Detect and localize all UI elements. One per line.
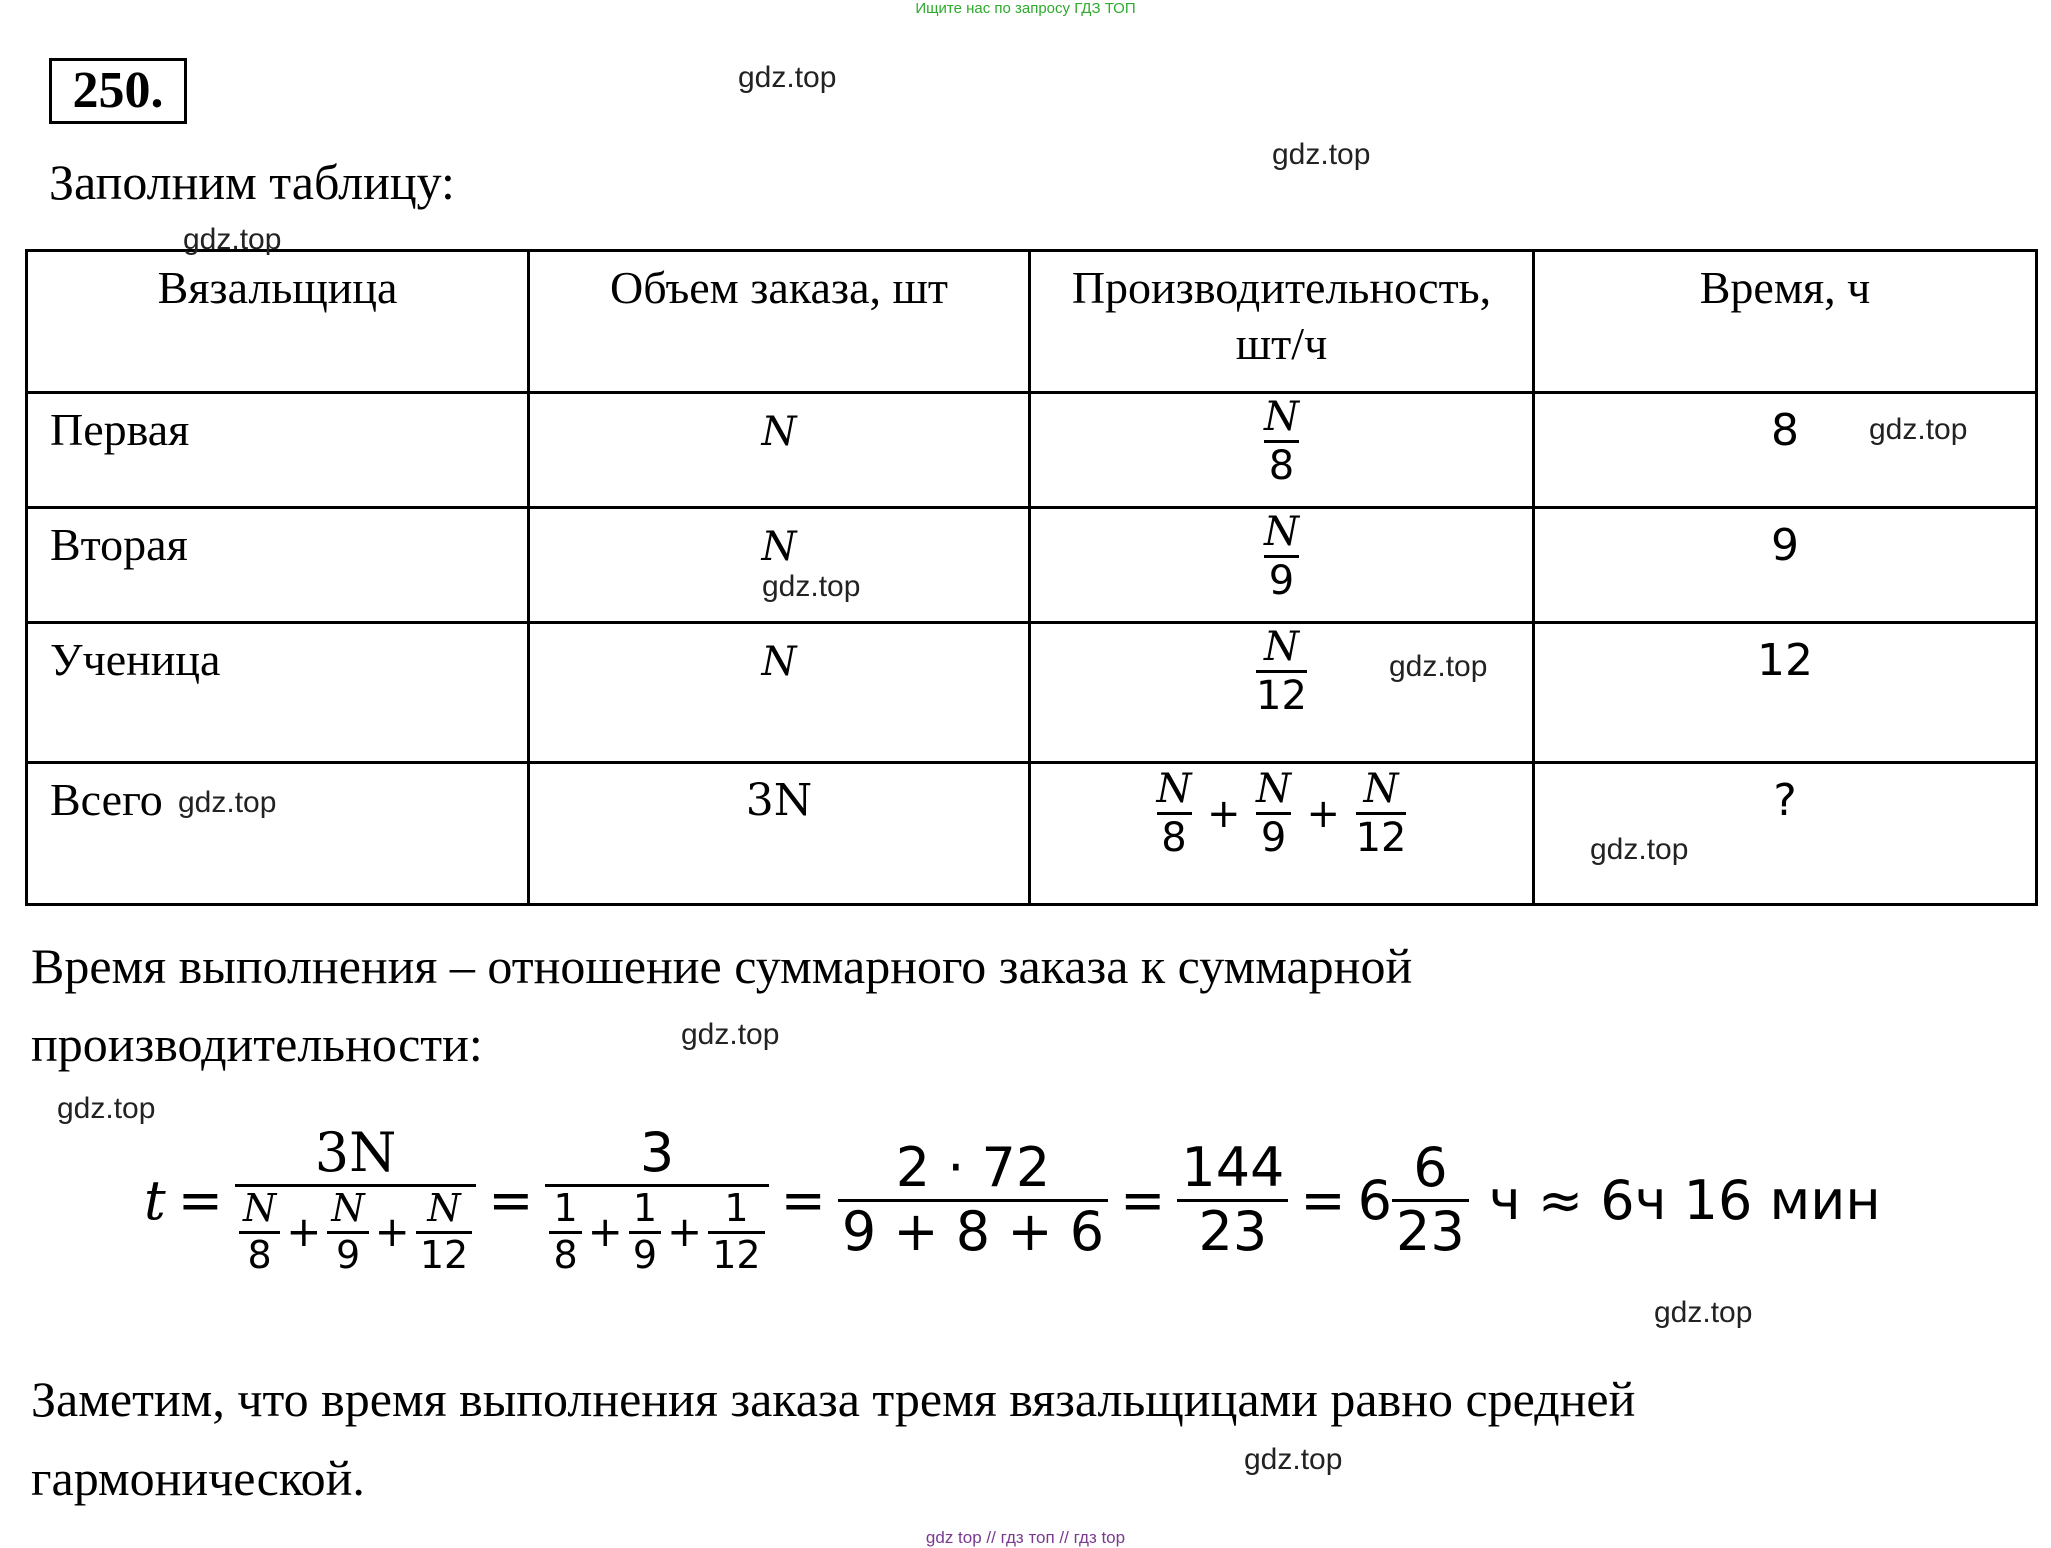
- watermark: gdz.top: [1654, 1296, 1753, 1329]
- watermark: gdz.top: [681, 1018, 780, 1051]
- watermark: gdz.top: [1272, 138, 1371, 171]
- watermark: gdz.top: [762, 570, 861, 603]
- formula-fraction-4: $\frac{144}{23}$: [1177, 1140, 1288, 1260]
- rate-denominator: 12: [1256, 673, 1307, 719]
- header-rate: [1031, 260, 1532, 372]
- watermark: gdz.top: [1244, 1443, 1343, 1476]
- total-volume: 3N: [745, 775, 813, 826]
- data-table: [25, 249, 2038, 906]
- formula-result: ч ≈ 6ч 16 мин: [1488, 1168, 1881, 1232]
- formula-fraction-1: 3N $\frac{N}{8}$ + $\frac{N}{9}$ + $\frac{N}{12}$: [235, 1125, 476, 1275]
- sum-fraction: $\frac{N}{8}$: [1156, 766, 1192, 861]
- row-volume: N: [761, 639, 797, 685]
- header-rate-line2: шт/ч: [1235, 318, 1328, 369]
- header-time: Время, ч: [1699, 262, 1871, 313]
- total-time: ?: [1773, 775, 1797, 826]
- explanation-line-1: Время выполнения – отношение суммарного заказа к суммарной: [31, 938, 1413, 994]
- total-rate-sum: $\frac{N}{8}$ + $\frac{N}{9}$ + $\frac{N}{12}$: [1156, 766, 1407, 861]
- row-rate-fraction: [1264, 511, 1299, 602]
- sum-fraction: $\frac{N}{12}$: [1355, 766, 1407, 861]
- problem-number: 250.: [49, 58, 187, 124]
- row-volume: N: [761, 409, 797, 455]
- row-name: Вторая: [50, 519, 188, 570]
- watermark: gdz.top: [1590, 833, 1689, 866]
- row-name: Первая: [50, 404, 190, 455]
- intro-text: Заполним таблицу:: [49, 154, 455, 210]
- row-time: 9: [1771, 520, 1799, 571]
- conclusion-line-1: Заметим, что время выполнения заказа тремя вязальщицами равно средней: [31, 1371, 1636, 1427]
- row-time: 8: [1771, 405, 1799, 456]
- watermark: gdz.top: [738, 61, 837, 94]
- rate-numerator: N: [1264, 509, 1299, 555]
- rate-denominator: 9: [1268, 558, 1295, 604]
- formula-fraction-3: $\frac{2 \cdot 72}{9 + 8 + 6}$: [838, 1140, 1108, 1260]
- explanation-line-2: производительности:: [31, 1016, 483, 1072]
- rate-denominator: 8: [1268, 443, 1295, 489]
- header-volume: Объем заказа, шт: [609, 262, 949, 313]
- watermark: gdz.top: [1389, 650, 1488, 683]
- formula-t: t: [144, 1168, 166, 1232]
- header-rate-line1: Производительность,: [1071, 262, 1492, 313]
- watermark: gdz.top: [1869, 413, 1968, 446]
- footer-links: gdz top // гдз топ // гдз top: [925, 1528, 1126, 1547]
- table-row: [27, 393, 2037, 508]
- row-volume: N: [761, 524, 797, 570]
- sum-fraction: $\frac{N}{9}$: [1256, 766, 1292, 861]
- header-knitter: Вязальщица: [157, 262, 398, 313]
- table-row: [27, 508, 2037, 623]
- table-header-row: [27, 251, 2037, 393]
- row-name: Ученица: [50, 634, 221, 685]
- watermark: gdz.top: [178, 786, 277, 819]
- row-time: 12: [1757, 635, 1813, 686]
- table-total-row: [27, 763, 2037, 905]
- mixed-whole: 6: [1357, 1168, 1393, 1232]
- rate-numerator: N: [1264, 394, 1299, 440]
- row-rate-fraction: [1264, 396, 1299, 487]
- mixed-fraction: $\frac{6}{23}$: [1392, 1140, 1469, 1260]
- conclusion-line-2: гармонической.: [31, 1450, 365, 1506]
- formula: t = 3N $\frac{N}{8}$ + $\frac{N}{9}$ + $\frac{N}{12}$ = 3 $\frac{1}{8}$ + $\frac{1}{9}$ + $\frac{1}{12}$ = $\frac{2 \cdot 72}{9 + 8 + 6}$ = $\frac{144}{23}$ = 6 $\frac{6}{23}$ ч ≈ 6ч 16 мин: [144, 1121, 1881, 1277]
- watermark: gdz.top: [57, 1092, 156, 1125]
- table-row: [27, 623, 2037, 763]
- top-search-note: Ищите нас по запросу ГДЗ ТОП: [915, 0, 1136, 17]
- watermark: gdz.top: [183, 223, 282, 256]
- rate-numerator: N: [1264, 624, 1299, 670]
- formula-fraction-2: 3 $\frac{1}{8}$ + $\frac{1}{9}$ + $\frac{1}{12}$: [545, 1125, 768, 1275]
- row-rate-fraction: [1256, 626, 1307, 717]
- total-name: Всего: [50, 774, 163, 825]
